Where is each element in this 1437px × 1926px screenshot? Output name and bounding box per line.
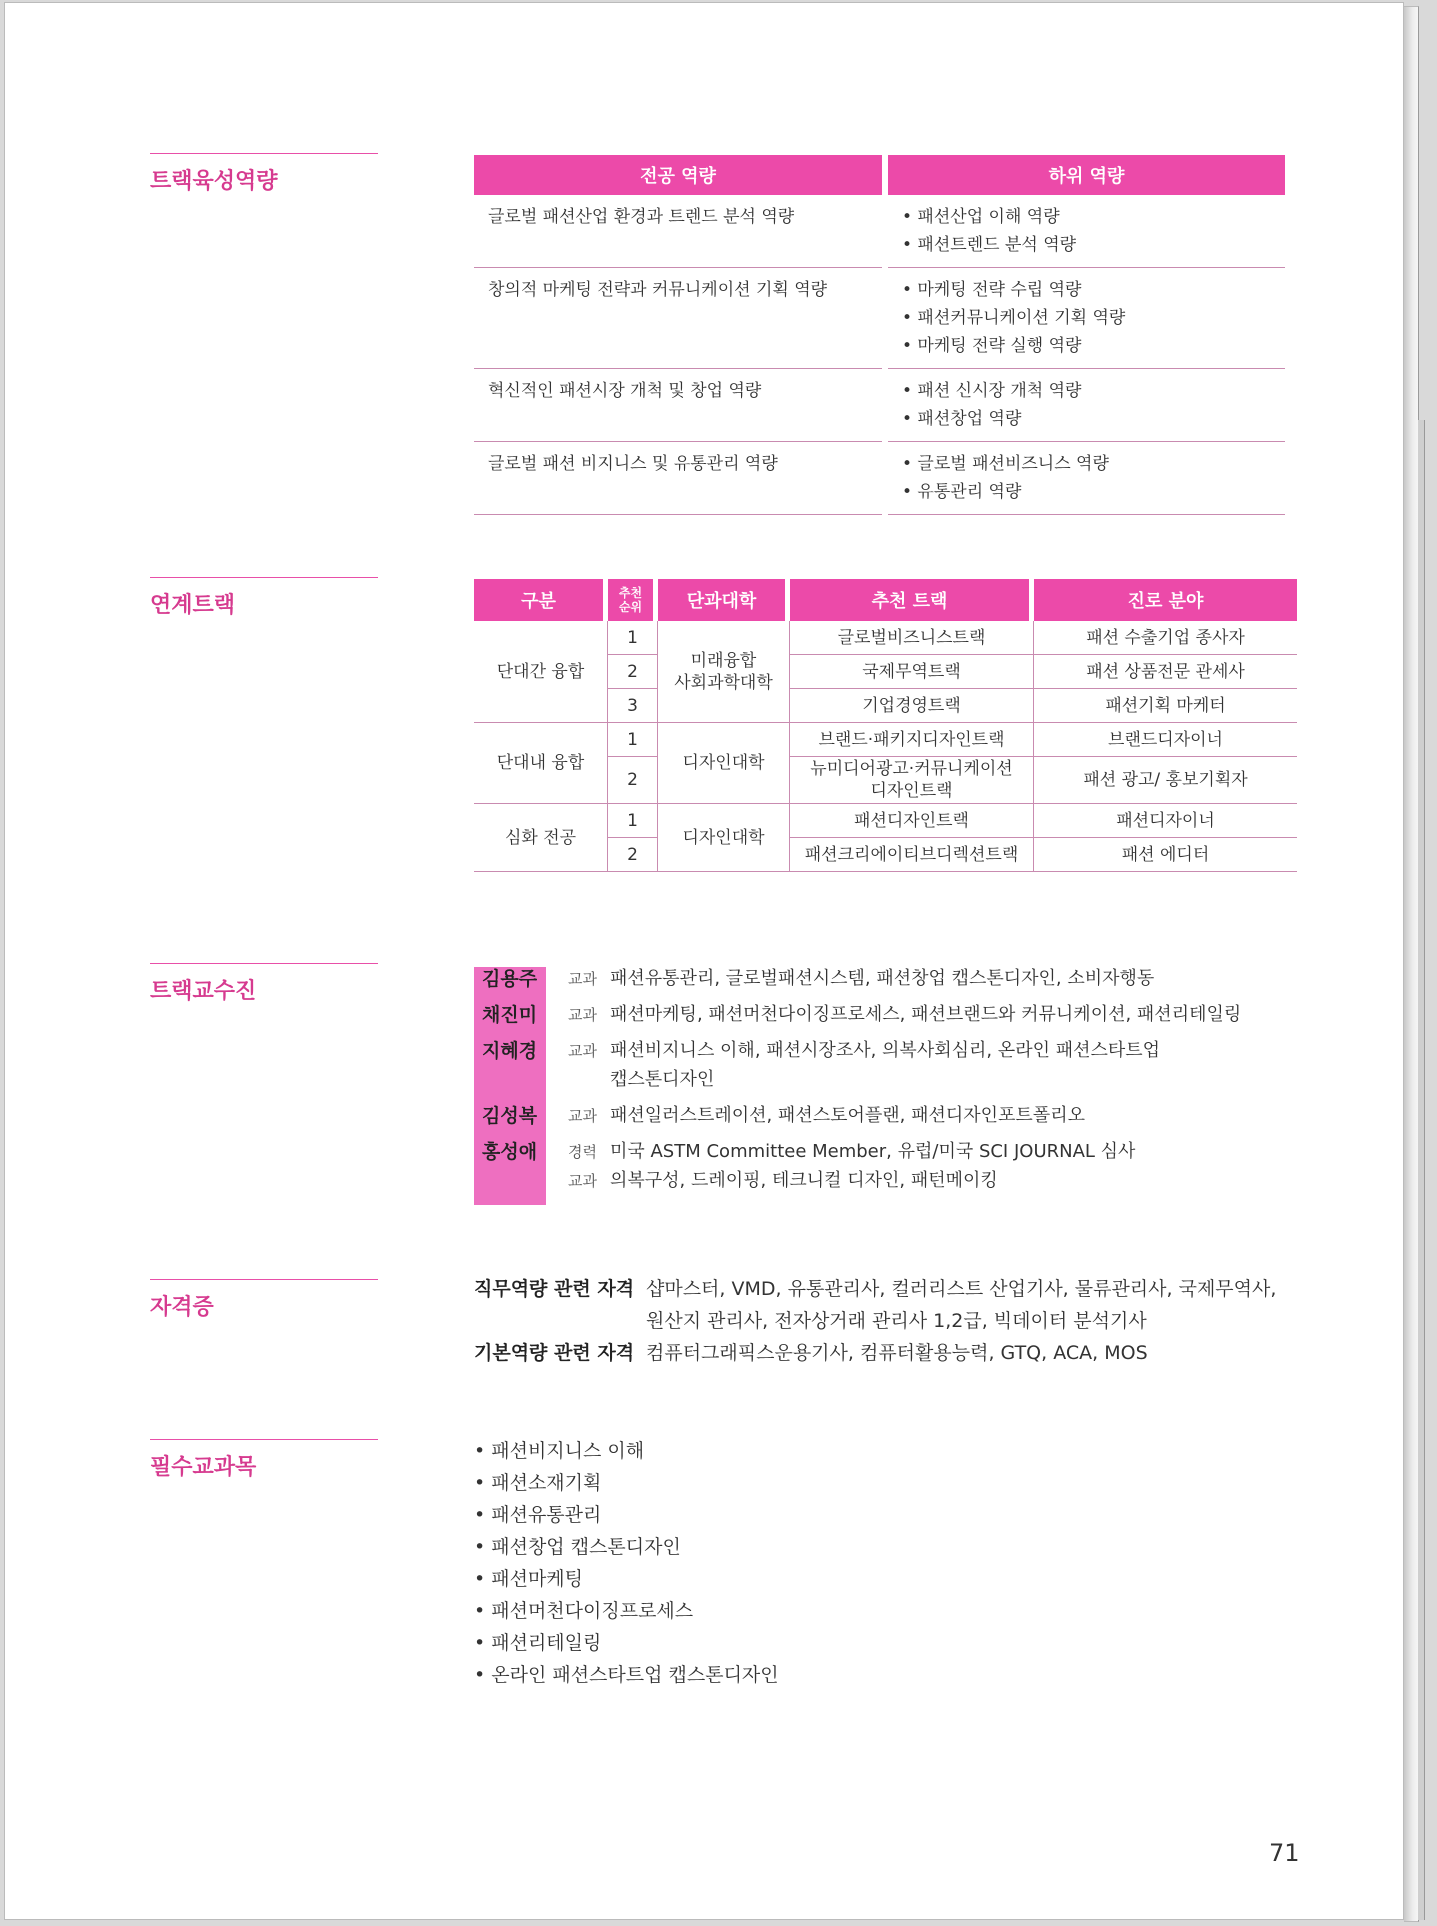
linked-track: 기업경영트랙: [790, 689, 1034, 723]
competency-major: 창의적 마케팅 전략과 커뮤니케이션 기획 역량: [474, 268, 882, 369]
linked-header-rank: 추천 순위: [608, 579, 658, 621]
linked-type: 심화 전공: [474, 804, 608, 872]
linked-track-table: [474, 579, 1297, 872]
cert-line: 컴퓨터그래픽스운용기사, 컴퓨터활용능력, GTQ, ACA, MOS: [646, 1342, 1148, 1364]
competency-major: 글로벌 패션 비지니스 및 유통관리 역량: [474, 442, 882, 515]
course-item: • 패션소재기획: [474, 1467, 779, 1499]
competency-sub-item: • 글로벌 패션비즈니스 역량: [902, 454, 1109, 474]
linked-track: 브랜드·패키지디자인트랙: [790, 723, 1034, 757]
linked-track: 패션크리에이티브디렉션트랙: [790, 838, 1034, 872]
faculty-name: 김용주: [482, 968, 538, 990]
linked-college: 디자인대학: [658, 804, 790, 872]
course-item: • 패션창업 캡스톤디자인: [474, 1531, 779, 1563]
faculty-courses: 패션유통관리, 글로벌패션시스템, 패션창업 캡스톤디자인, 소비자행동: [610, 968, 1155, 989]
course-item: • 패션유통관리: [474, 1499, 779, 1531]
faculty-row: [474, 1102, 1334, 1131]
linked-header-type: 구분: [474, 579, 608, 621]
faculty-tag: 교과: [568, 1107, 597, 1125]
competency-major: 혁신적인 패션시장 개척 및 창업 역량: [474, 369, 882, 442]
competency-row: [474, 268, 1285, 369]
faculty-courses: 패션비지니스 이해, 패션시장조사, 의복사회심리, 온라인 패션스타트업: [610, 1040, 1161, 1061]
linked-career: 패션디자이너: [1034, 804, 1297, 838]
competency-sub-item: • 패션 신시장 개척 역량: [902, 381, 1082, 401]
competency-sub-item: • 유통관리 역량: [902, 482, 1022, 502]
competency-sub-item: • 패션커뮤니케이션 기획 역량: [902, 308, 1126, 328]
document-page: [4, 2, 1404, 1920]
faculty-name: 홍성애: [482, 1141, 538, 1163]
cert-text: [646, 1273, 1326, 1337]
faculty-tag: 교과: [568, 1006, 597, 1024]
faculty-courses: 미국 ASTM Committee Member, 유럽/미국 SCI JOURNAL 심사: [610, 1141, 1136, 1162]
faculty-tag: 교과: [568, 1172, 597, 1190]
faculty-courses: 패션마케팅, 패션머천다이징프로세스, 패션브랜드와 커뮤니케이션, 패션리테일링: [610, 1004, 1242, 1025]
cert-line: 샵마스터, VMD, 유통관리사, 컬러리스트 산업기사, 물류관리사, 국제무역사,: [646, 1278, 1277, 1300]
faculty-courses: 캡스톤디자인: [610, 1069, 715, 1090]
faculty-tag: 경력: [568, 1143, 597, 1161]
faculty-row: [474, 1138, 1334, 1196]
course-item: • 패션머천다이징프로세스: [474, 1595, 779, 1627]
linked-rank: 3: [608, 689, 658, 723]
course-item: • 패션마케팅: [474, 1563, 779, 1595]
competency-sub-item: • 패션트렌드 분석 역량: [902, 235, 1077, 255]
section-label-courses: 필수교과목: [150, 1439, 378, 1481]
section-label-competency: 트랙육성역량: [150, 153, 378, 195]
course-item: • 온라인 패션스타트업 캡스톤디자인: [474, 1659, 779, 1691]
course-item: • 패션비지니스 이해: [474, 1435, 779, 1467]
cert-label: 기본역량 관련 자격: [474, 1342, 635, 1364]
linked-track: 패션디자인트랙: [790, 804, 1034, 838]
course-list: [474, 1435, 779, 1691]
cert-text: [646, 1337, 1326, 1369]
linked-rank: 2: [608, 838, 658, 872]
linked-career: 패션 에디터: [1034, 838, 1297, 872]
linked-type: 단대간 융합: [474, 621, 608, 723]
competency-table: [468, 155, 1291, 515]
linked-rank: 1: [608, 804, 658, 838]
linked-track: 글로벌비즈니스트랙: [790, 621, 1034, 655]
linked-track: 뉴미디어광고·커뮤니케이션 디자인트랙: [790, 757, 1034, 804]
linked-career: 패션 상품전문 관세사: [1034, 655, 1297, 689]
cert-line: 원산지 관리사, 전자상거래 관리사 1,2급, 빅데이터 분석기사: [646, 1310, 1147, 1332]
section-label-faculty: 트랙교수진: [150, 963, 378, 1005]
linked-row: [474, 804, 1297, 838]
competency-subs: [888, 268, 1285, 369]
faculty-row: [474, 1037, 1334, 1095]
linked-row: [474, 723, 1297, 757]
linked-row: [474, 621, 1297, 655]
linked-rank: 1: [608, 621, 658, 655]
linked-header-college: 단과대학: [658, 579, 790, 621]
course-item: • 패션리테일링: [474, 1627, 779, 1659]
section-label-cert: 자격증: [150, 1279, 378, 1321]
page-edge-shadow-2: [1418, 420, 1425, 1920]
faculty-name: 채진미: [482, 1004, 538, 1026]
competency-row: [474, 369, 1285, 442]
faculty-row: [474, 965, 1334, 994]
faculty-name: 김성복: [482, 1105, 538, 1127]
linked-career: 패션 수출기업 종사자: [1034, 621, 1297, 655]
competency-sub-item: • 마케팅 전략 수립 역량: [902, 280, 1082, 300]
linked-career: 패션기획 마케터: [1034, 689, 1297, 723]
linked-rank: 2: [608, 655, 658, 689]
competency-sub-item: • 패션산업 이해 역량: [902, 207, 1060, 227]
linked-rank: 2: [608, 757, 658, 804]
faculty-tag: 교과: [568, 970, 597, 988]
linked-college: 디자인대학: [658, 723, 790, 804]
linked-header-career: 진로 분야: [1034, 579, 1297, 621]
section-label-linked: 연계트랙: [150, 577, 378, 619]
page-edge-shadow: [1404, 6, 1419, 1922]
faculty-courses: 의복구성, 드레이핑, 테크니컬 디자인, 패턴메이킹: [610, 1170, 998, 1191]
faculty-row: [474, 1001, 1334, 1030]
faculty-tag: 교과: [568, 1042, 597, 1060]
linked-header-track: 추천 트랙: [790, 579, 1034, 621]
faculty-courses: 패션일러스트레이션, 패션스토어플랜, 패션디자인포트폴리오: [610, 1105, 1085, 1126]
competency-header-major: 전공 역량: [474, 155, 882, 195]
competency-subs: [888, 195, 1285, 268]
competency-major: 글로벌 패션산업 환경과 트렌드 분석 역량: [474, 195, 882, 268]
competency-row: [474, 195, 1285, 268]
competency-row: [474, 442, 1285, 515]
linked-career: 패션 광고/ 홍보기획자: [1034, 757, 1297, 804]
linked-type: 단대내 융합: [474, 723, 608, 804]
linked-college: 미래융합 사회과학대학: [658, 621, 790, 723]
page-number: 71: [1269, 1839, 1300, 1867]
linked-track: 국제무역트랙: [790, 655, 1034, 689]
cert-label: 직무역량 관련 자격: [474, 1278, 635, 1300]
linked-rank: 1: [608, 723, 658, 757]
competency-sub-item: • 패션창업 역량: [902, 409, 1022, 429]
competency-subs: [888, 369, 1285, 442]
linked-career: 브랜드디자이너: [1034, 723, 1297, 757]
faculty-name: 지혜경: [482, 1040, 538, 1062]
competency-sub-item: • 마케팅 전략 실행 역량: [902, 336, 1082, 356]
competency-header-sub: 하위 역량: [888, 155, 1285, 195]
competency-subs: [888, 442, 1285, 515]
